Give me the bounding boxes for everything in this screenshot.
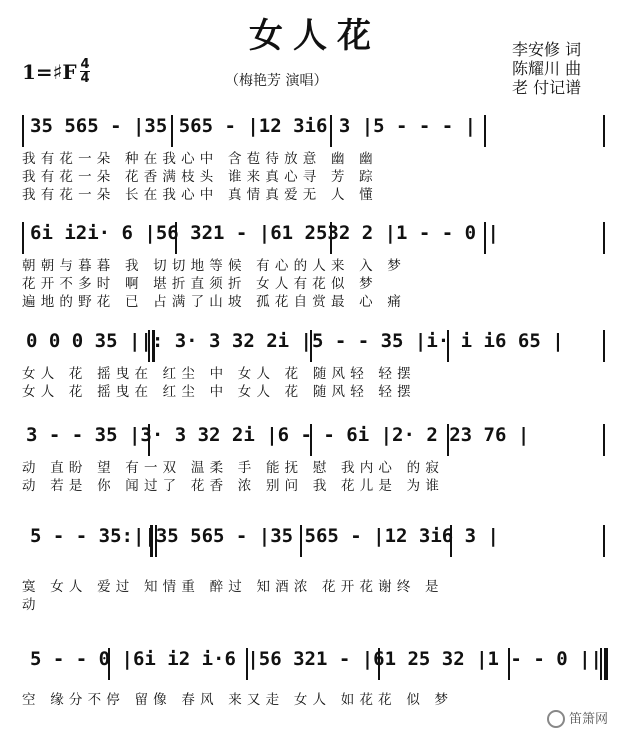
barline <box>22 222 24 254</box>
lyric-line: 我有花一朵 种在我心中 含苞待放意 幽 幽 <box>22 151 378 167</box>
lyric-line: 动 <box>22 597 41 613</box>
lyric-line: 动 直盼 望 有一双 温柔 手 能抚 慰 我内心 的寂 <box>22 460 445 476</box>
watermark-text: 笛箫网 <box>568 711 608 727</box>
meter-top: 4 <box>80 57 90 72</box>
key-signature: 1=♯F <box>22 60 77 84</box>
barline <box>603 330 605 362</box>
lyric-line: 遍地的野花 已 占满了山坡 孤花自赏最 心 痛 <box>22 294 407 310</box>
final-barline <box>604 648 608 680</box>
lyric-line: 女人 花 摇曳在 红尘 中 女人 花 随风轻 轻摆 <box>22 384 416 400</box>
song-title: 女人花 <box>249 16 381 56</box>
lyric-line: 花开不多时 啊 堪折直须折 女人有花似 梦 <box>22 276 378 292</box>
singer-credit: （梅艳芳 演唱） <box>225 73 328 89</box>
barline <box>22 115 24 147</box>
meter-bottom: 4 <box>80 71 90 86</box>
lyric-line: 动 若是 你 闻过了 花香 浓 别问 我 花儿是 为谁 <box>22 478 445 494</box>
notation-line: 3 - - 35 |3· 3 32 2i |6 - - 6i |2· 2 23 76 | <box>26 424 530 446</box>
credits <box>512 40 581 97</box>
notation-line: 5 - - 35:||35 565 - |35 565 - |12 3i6 3 | <box>30 525 499 547</box>
lyric-line: 我有花一朵 长在我心中 真情真爱无 人 懂 <box>22 187 378 203</box>
barline <box>603 424 605 456</box>
time-signature <box>80 58 90 85</box>
wechat-icon <box>547 710 565 728</box>
barline <box>603 525 605 557</box>
barline <box>603 222 605 254</box>
notation-line: 35 565 - |35 565 - |12 3i6 3 |5 - - - | <box>30 115 477 137</box>
composer-credit: 陈耀川 曲 <box>512 59 582 78</box>
notation-line: 6i i2i· 6 |56 321 - |61 2532 2 |1 - - 0 | <box>30 222 499 244</box>
lyric-line: 朝朝与暮暮 我 切切地等候 有心的人来 入 梦 <box>22 258 407 274</box>
lyric-line: 女人 花 摇曳在 红尘 中 女人 花 随风轻 轻摆 <box>22 366 416 382</box>
notation-line: 0 0 0 35 ||: 3· 3 32 2i |5 - - 35 |i· i i6 65 | <box>26 330 564 352</box>
notation-line: 5 - - 0 |6i i2 i·6 |56 321 - |61 25 32 |1 - - 0 || <box>30 648 602 670</box>
watermark <box>547 708 608 729</box>
transcriber-credit: 老 付记谱 <box>512 78 582 97</box>
barline <box>484 115 486 147</box>
lyric-line: 我有花一朵 花香满枝头 谁来真心寻 芳 踪 <box>22 169 378 185</box>
lyricist-credit: 李安修 词 <box>512 40 582 59</box>
barline <box>603 115 605 147</box>
lyric-line: 空 缘分不停 留像 春风 来又走 女人 如花花 似 梦 <box>22 692 454 708</box>
lyric-line: 寞 女人 爱过 知情重 醉过 知酒浓 花开花谢终 是 <box>22 579 444 595</box>
